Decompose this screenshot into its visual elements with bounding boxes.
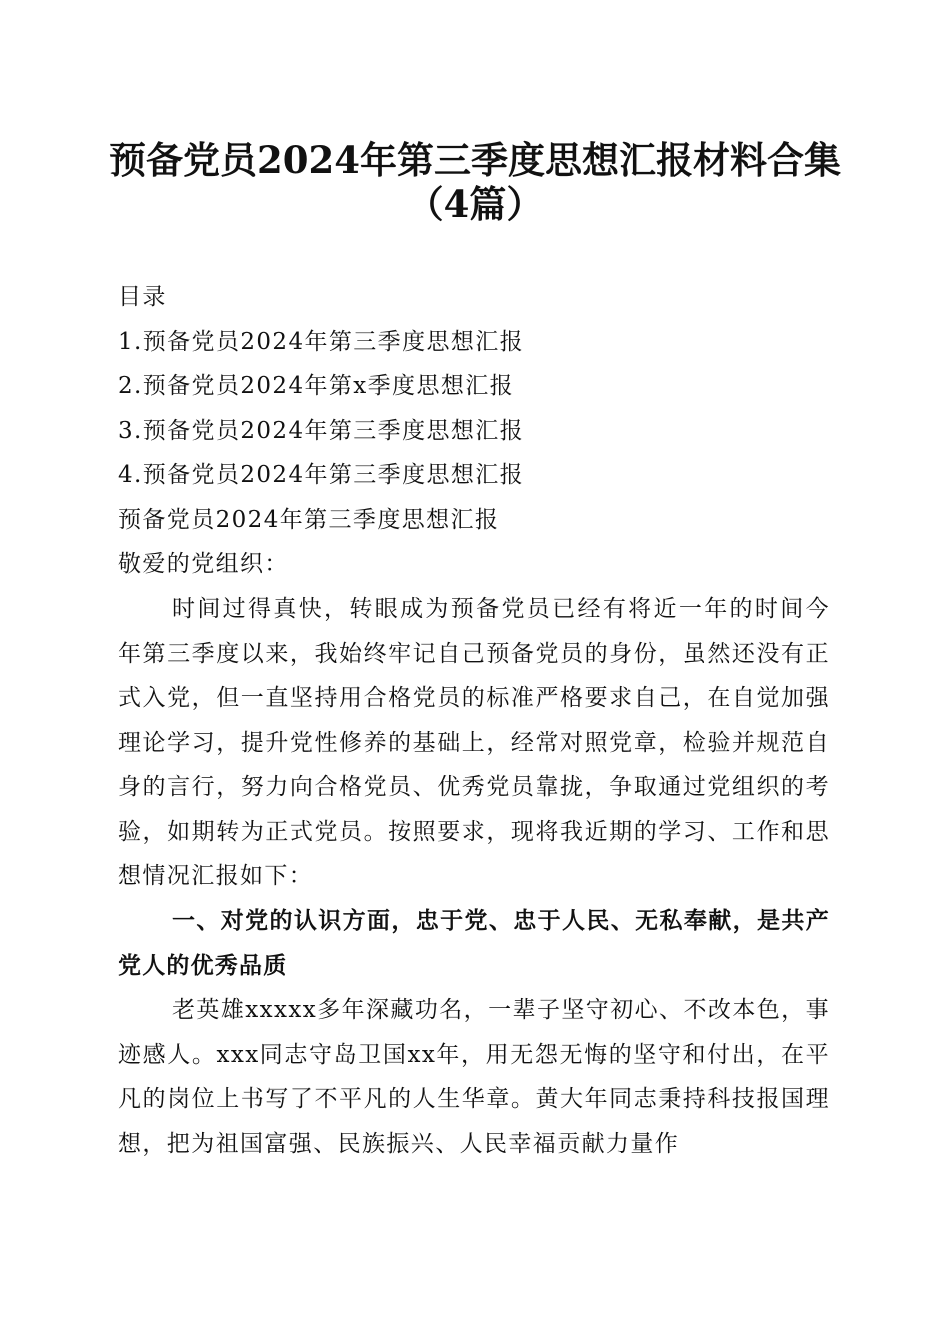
paragraph-2: 老英雄xxxxx多年深藏功名，一辈子坚守初心、不改本色，事迹感人。xxx同志守岛卫国xx年，用无怨无悔的坚守和付出，在平凡的岗位上书写了不平凡的人生华章。黄大年同志秉持科技报国理想，把为祖国富强、民族振兴、人民幸福贡献力量作	[118, 997, 830, 1157]
salutation: 敬爱的党组织：	[118, 551, 289, 577]
section-1-heading: 一、对党的认识方面，忠于党、忠于人民、无私奉献，是共产党人的优秀品质	[118, 908, 830, 979]
document-title-count: （4篇）	[406, 182, 544, 226]
toc-item-3: 3.预备党员2024年第三季度思想汇报	[118, 418, 525, 444]
toc-item-2: 2.预备党员2024年第x季度思想汇报	[118, 373, 515, 399]
toc-item-4: 4.预备党员2024年第三季度思想汇报	[118, 462, 525, 488]
toc-item-1: 1.预备党员2024年第三季度思想汇报	[118, 329, 525, 355]
paragraph-1: 时间过得真快，转眼成为预备党员已经有将近一年的时间今年第三季度以来，我始终牢记自己预备党员的身份，虽然还没有正式入党，但一直坚持用合格党员的标准严格要求自己，在自觉加强理论学习，提升党性修养的基础上，经常对照党章，检验并规范自身的言行，努力向合格党员、优秀党员靠拢，争取通过党组织的考验，如期转为正式党员。按照要求，现将我近期的学习、工作和思想情况汇报如下：	[118, 596, 830, 889]
toc-label: 目录	[118, 284, 167, 310]
article-title: 预备党员2024年第三季度思想汇报	[118, 507, 500, 533]
document-title: 预备党员2024年第三季度思想汇报材料合集	[109, 138, 841, 182]
